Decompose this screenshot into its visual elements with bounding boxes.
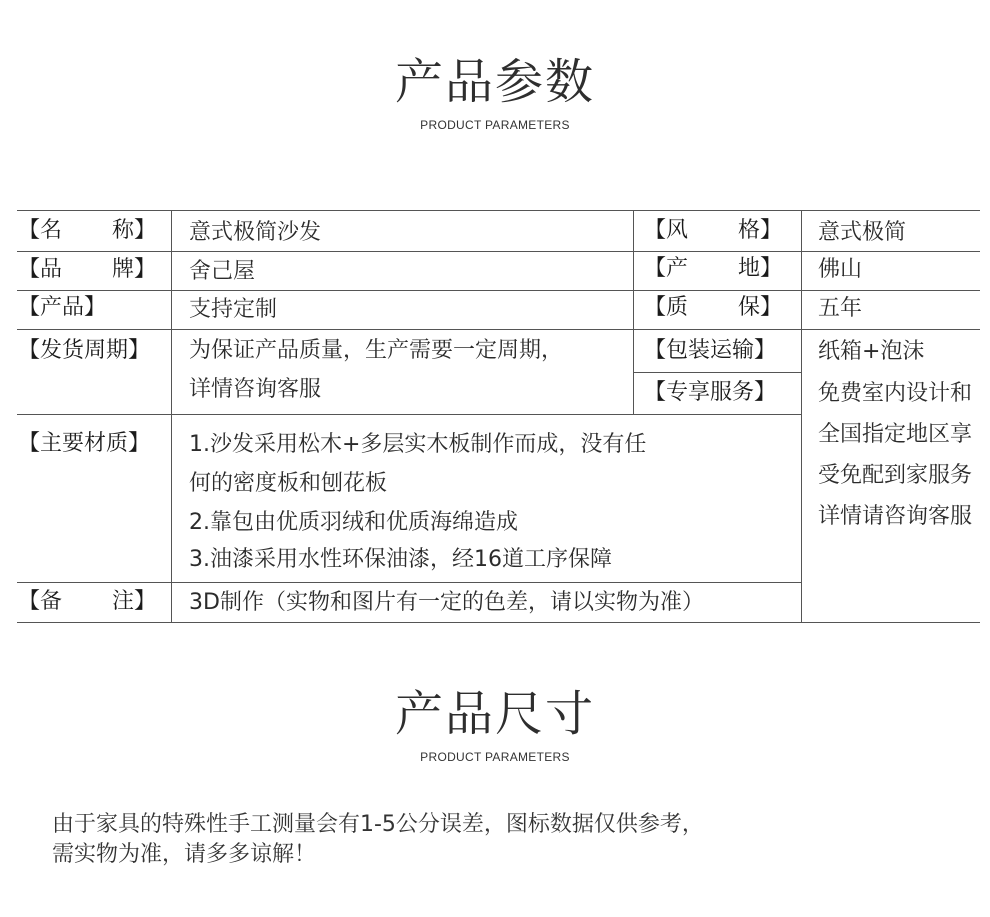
value-product: 支持定制 bbox=[189, 297, 278, 322]
value-exclusive-service bbox=[818, 380, 980, 540]
label-warranty-right: 保】 bbox=[737, 295, 782, 320]
table-border-bottom bbox=[17, 622, 980, 623]
label-warranty-left: 【质 bbox=[644, 295, 689, 320]
service-line: 全国指定地区享 bbox=[818, 422, 973, 447]
value-packaging: 纸箱+泡沫 bbox=[818, 339, 925, 364]
value-name: 意式极简沙发 bbox=[189, 220, 322, 245]
label-exclusive-service: 【专享服务】 bbox=[644, 380, 777, 405]
service-line: 免费室内设计和 bbox=[818, 381, 973, 406]
size-disclaimer bbox=[52, 810, 704, 870]
label-name-right: 称】 bbox=[111, 218, 156, 243]
value-brand: 舍己屋 bbox=[189, 259, 256, 284]
label-origin-right: 地】 bbox=[737, 256, 782, 281]
material-line: 1.沙发采用松木+多层实木板制作而成，没有任 bbox=[189, 432, 647, 457]
value-shipping-cycle-line2: 详情咨询客服 bbox=[189, 377, 322, 402]
material-line: 3.油漆采用水性环保油漆，经16道工序保障 bbox=[189, 547, 612, 572]
label-origin-left: 【产 bbox=[644, 256, 689, 281]
table-col-divider bbox=[171, 210, 172, 623]
label-name-left: 【名 bbox=[18, 218, 63, 243]
material-line: 2.靠包由优质羽绒和优质海绵造成 bbox=[189, 510, 518, 535]
table-row-divider bbox=[17, 329, 980, 330]
service-line: 受免配到家服务 bbox=[818, 463, 973, 488]
label-style-left: 【风 bbox=[644, 218, 689, 243]
value-origin: 佛山 bbox=[818, 257, 863, 282]
section-subtitle-parameters: PRODUCT PARAMETERS bbox=[420, 118, 570, 132]
table-row-divider bbox=[17, 290, 980, 291]
table-col-divider bbox=[801, 210, 802, 623]
label-warranty bbox=[644, 297, 782, 319]
label-material: 【主要材质】 bbox=[18, 431, 151, 456]
size-disclaimer-line2: 需实物为准，请多多谅解！ bbox=[52, 842, 317, 867]
table-border-top bbox=[17, 210, 980, 211]
label-product: 【产品】 bbox=[18, 295, 107, 320]
value-remark: 3D制作（实物和图片有一定的色差，请以实物为准） bbox=[189, 590, 704, 615]
label-shipping-cycle: 【发货周期】 bbox=[18, 338, 151, 363]
section-subtitle-dimensions: PRODUCT PARAMETERS bbox=[420, 750, 570, 764]
value-shipping-cycle-line1: 为保证产品质量，生产需要一定周期， bbox=[189, 338, 564, 363]
table-row-divider bbox=[17, 414, 801, 415]
section-title-dimensions: 产品尺寸 bbox=[394, 686, 595, 742]
label-brand-left: 【品 bbox=[18, 257, 63, 282]
label-remark bbox=[18, 591, 156, 613]
table-row-divider bbox=[17, 582, 801, 583]
table-col-divider bbox=[633, 210, 634, 415]
label-style bbox=[644, 220, 782, 242]
value-warranty: 五年 bbox=[818, 296, 863, 321]
label-remark-right: 注】 bbox=[111, 589, 156, 614]
label-name bbox=[18, 220, 156, 242]
label-origin bbox=[644, 258, 782, 280]
label-remark-left: 【备 bbox=[18, 589, 63, 614]
table-row-divider bbox=[633, 372, 801, 373]
label-brand bbox=[18, 259, 156, 281]
service-line: 详情请咨询客服 bbox=[818, 504, 973, 529]
section-title-parameters: 产品参数 bbox=[394, 54, 595, 110]
label-style-right: 格】 bbox=[737, 218, 782, 243]
label-brand-right: 牌】 bbox=[111, 257, 156, 282]
table-row-divider bbox=[17, 251, 980, 252]
size-disclaimer-line1: 由于家具的特殊性手工测量会有1-5公分误差，图标数据仅供参考， bbox=[52, 812, 704, 837]
value-style: 意式极简 bbox=[818, 220, 907, 245]
material-line: 何的密度板和刨花板 bbox=[189, 471, 388, 496]
label-packaging: 【包装运输】 bbox=[644, 338, 777, 363]
